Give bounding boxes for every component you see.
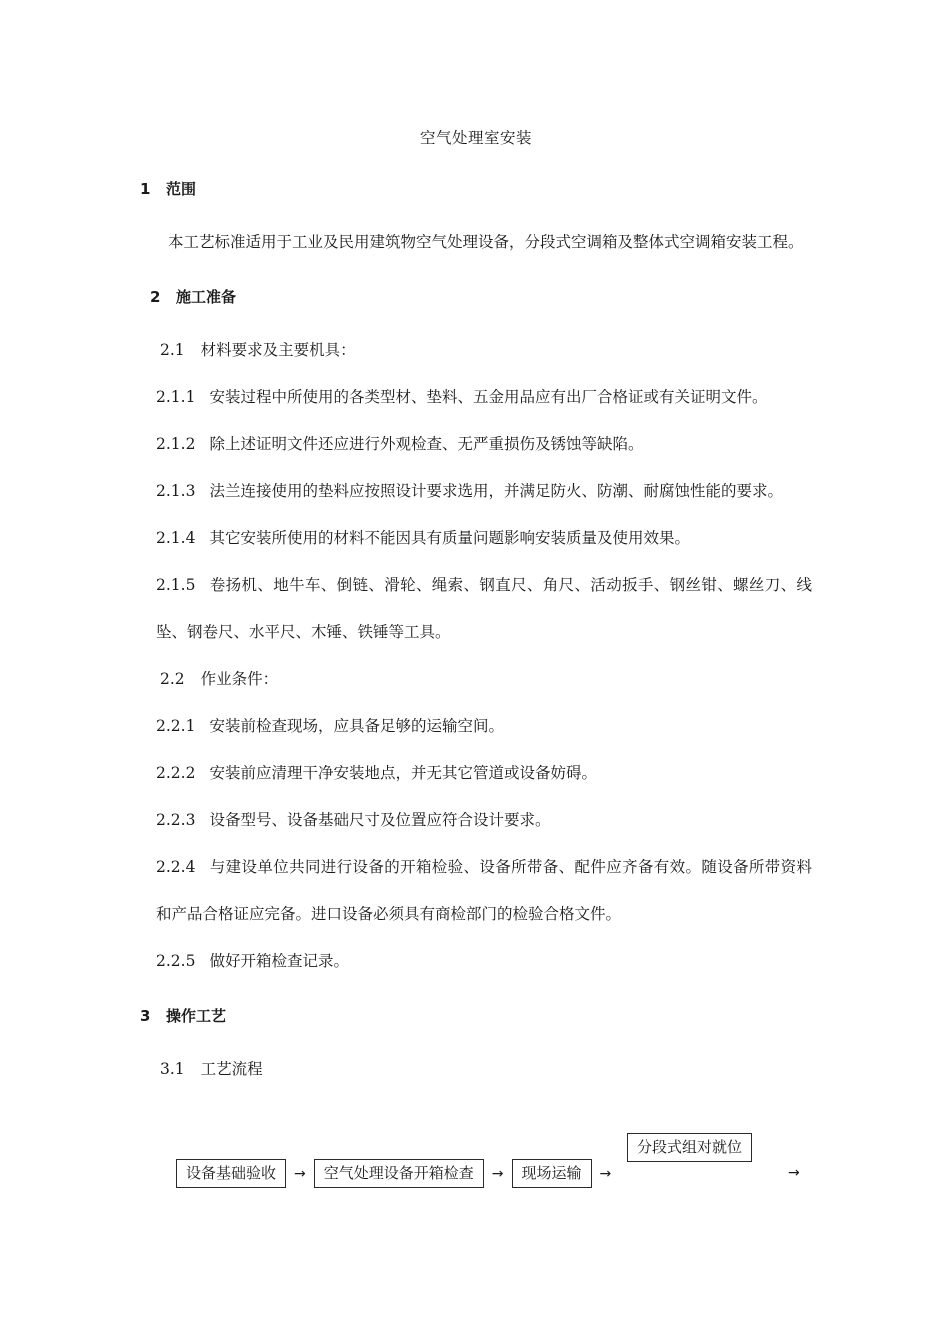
section-title-2: 施工准备 xyxy=(176,288,237,306)
section-heading-1 xyxy=(140,178,812,199)
arrow-right-icon: → xyxy=(294,1165,306,1182)
clause-label-2-1-2: 2.1.2 xyxy=(156,435,196,453)
clause-text-2-1-3: 法兰连接使用的垫料应按照设计要求选用，并满足防火、防潮、耐腐蚀性能的要求。 xyxy=(209,482,783,500)
clause-text-2-2-4: 与建设单位共同进行设备的开箱检验、设备所带备、配件应齐备有效。随设备所带资料和产品合格证应完备。进口设备必须具有商检部门的检验合格文件。 xyxy=(156,858,812,923)
clause-text-2-2-5: 做好开箱检查记录。 xyxy=(209,952,349,970)
process-flow-row xyxy=(176,1159,619,1188)
clause-label-2-1-3: 2.1.3 xyxy=(156,482,196,500)
section-number-2: 2 xyxy=(150,288,161,306)
clause-text-3-1: 工艺流程 xyxy=(200,1060,263,1078)
spacer xyxy=(140,199,812,219)
clause-label-3-1: 3.1 xyxy=(160,1060,185,1078)
paragraph-2-2 xyxy=(160,656,812,703)
section-number-1: 1 xyxy=(140,180,151,198)
paragraph-scope: 本工艺标准适用于工业及民用建筑物空气处理设备，分段式空调箱及整体式空调箱安装工程。 xyxy=(168,233,804,251)
clause-label-2-2-5: 2.2.5 xyxy=(156,952,196,970)
section-number-3: 3 xyxy=(140,1007,151,1025)
clause-text-2-2-2: 安装前应清理干净安装地点，并无其它管道或设备妨碍。 xyxy=(209,764,597,782)
spacer xyxy=(140,148,812,178)
clause-text-2-1-5: 卷扬机、地牛车、倒链、滑轮、绳索、钢直尺、角尺、活动扳手、钢丝钳、螺丝刀、线坠、钢卷尺、水平尺、木锤、铁锤等工具。 xyxy=(156,576,812,641)
clause-label-2-2: 2.2 xyxy=(160,670,185,688)
document-content xyxy=(140,0,812,1221)
paragraph-2-1-3 xyxy=(156,468,812,515)
clause-label-2-1-1: 2.1.1 xyxy=(156,388,196,406)
clause-label-2-2-2: 2.2.2 xyxy=(156,764,196,782)
clause-label-2-1-4: 2.1.4 xyxy=(156,529,196,547)
flow-box-site-transport: 现场运输 xyxy=(512,1159,592,1188)
arrow-right-icon: → xyxy=(788,1165,800,1181)
clause-text-2-2-1: 安装前检查现场，应具备足够的运输空间。 xyxy=(209,717,504,735)
spacer xyxy=(140,1026,812,1046)
flow-box-equipment-foundation-acceptance: 设备基础验收 xyxy=(176,1159,286,1188)
paragraph-2-2-4 xyxy=(156,844,812,938)
paragraph-3-1 xyxy=(160,1046,812,1093)
section-heading-3 xyxy=(140,1005,812,1026)
spacer xyxy=(140,985,812,1005)
clause-label-2-1-5: 2.1.5 xyxy=(156,576,196,594)
page-title: 空气处理室安装 xyxy=(419,129,532,147)
paragraph-2-1-2 xyxy=(156,421,812,468)
clause-label-2-1: 2.1 xyxy=(160,341,185,359)
flow-box-sectional-assembly-positioning: 分段式组对就位 xyxy=(627,1133,752,1162)
spacer xyxy=(140,307,812,327)
flow-box-unpacking-inspection: 空气处理设备开箱检查 xyxy=(314,1159,484,1188)
paragraph-2-1-5 xyxy=(156,562,812,656)
clause-text-2-1-1: 安装过程中所使用的各类型材、垫料、五金用品应有出厂合格证或有关证明文件。 xyxy=(209,388,768,406)
paragraph-2-1 xyxy=(160,327,812,374)
clause-label-2-2-1: 2.2.1 xyxy=(156,717,196,735)
clause-label-2-2-3: 2.2.3 xyxy=(156,811,196,829)
paragraph-2-1-4 xyxy=(156,515,812,562)
spacer xyxy=(140,266,812,286)
paragraph-2-1-1 xyxy=(156,374,812,421)
clause-text-2-2: 作业条件： xyxy=(200,670,279,688)
clause-text-2-1-2: 除上述证明文件还应进行外观检查、无严重损伤及锈蚀等缺陷。 xyxy=(209,435,644,453)
section-heading-2 xyxy=(150,286,812,307)
paragraph-2-2-3 xyxy=(156,797,812,844)
section-title-1: 范围 xyxy=(166,180,197,198)
clause-label-2-2-4: 2.2.4 xyxy=(156,858,196,876)
section-title-3: 操作工艺 xyxy=(166,1007,227,1025)
process-flow-diagram xyxy=(140,1111,812,1221)
arrow-right-icon: → xyxy=(599,1165,612,1182)
clause-text-2-2-3: 设备型号、设备基础尺寸及位置应符合设计要求。 xyxy=(209,811,551,829)
arrow-right-icon: → xyxy=(491,1165,504,1182)
paragraph-2-2-1 xyxy=(156,703,812,750)
paragraph-2-2-5 xyxy=(156,938,812,985)
clause-text-2-1-4: 其它安装所使用的材料不能因具有质量问题影响安装质量及使用效果。 xyxy=(209,529,690,547)
paragraph-2-2-2 xyxy=(156,750,812,797)
clause-text-2-1: 材料要求及主要机具： xyxy=(200,341,356,359)
